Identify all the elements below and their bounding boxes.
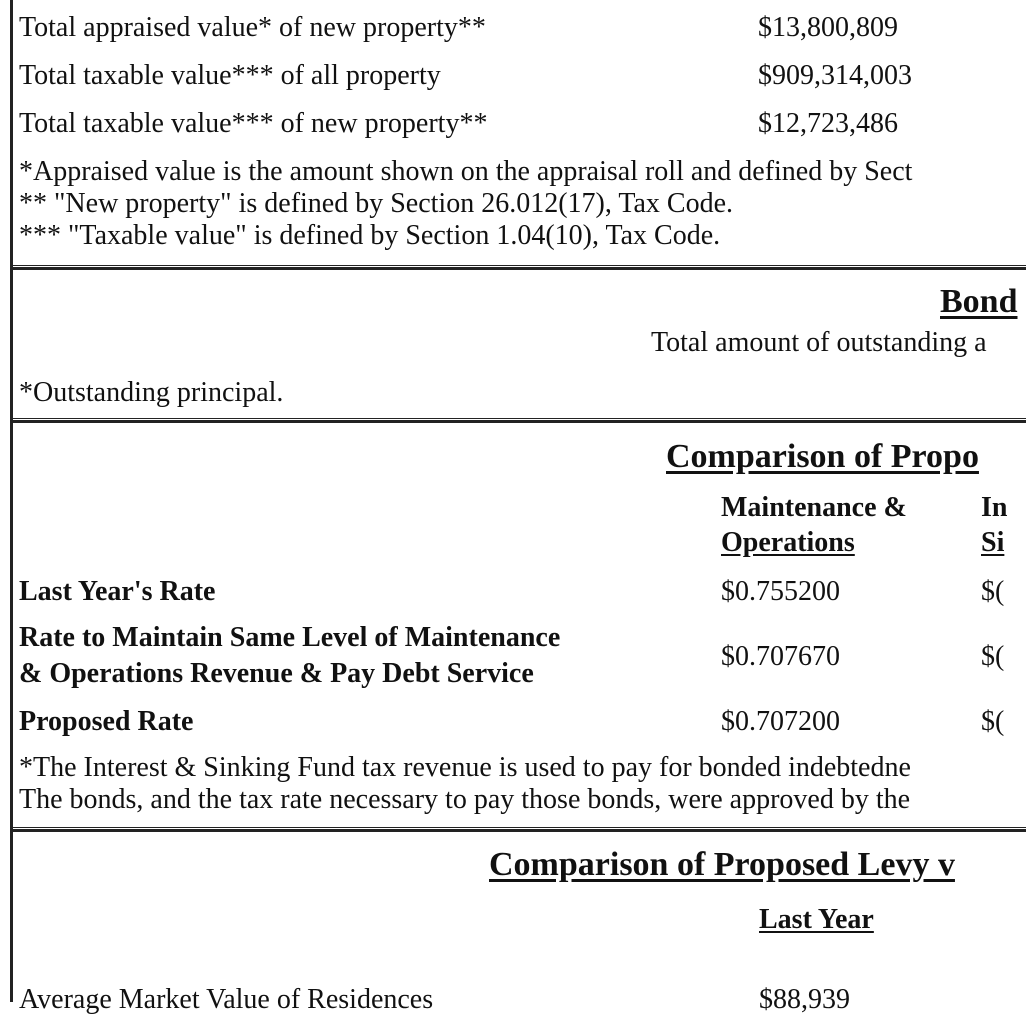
row-label-appraised-new: Total appraised value* of new property** (19, 12, 486, 43)
rate-mo-proposed: $0.707200 (721, 706, 840, 737)
row-label-taxable-all: Total taxable value*** of all property (19, 60, 441, 91)
section-divider (13, 827, 1026, 832)
rate-mo-last-year: $0.755200 (721, 576, 840, 607)
row-value-taxable-new: $12,723,486 (758, 108, 898, 139)
rate-label-maintain-line2: & Operations Revenue & Pay Debt Service (19, 658, 534, 689)
rate-is-maintain: $( (981, 641, 1005, 672)
rate-is-proposed: $( (981, 706, 1005, 737)
rate-is-last-year: $( (981, 576, 1005, 607)
rate-mo-maintain: $0.707670 (721, 641, 840, 672)
col-header-mo-line1: Maintenance & (721, 492, 907, 523)
bonded-total-text: Total amount of outstanding a (651, 327, 987, 358)
col-header-mo-line2: Operations (721, 527, 855, 558)
section-divider (13, 265, 1026, 270)
document-page (10, 0, 1026, 1015)
row-value-appraised-new: $13,800,809 (758, 12, 898, 43)
levy-row-label-market-value: Average Market Value of Residences (19, 984, 434, 1015)
row-label-taxable-new: Total taxable value*** of new property** (19, 108, 488, 139)
col-header-is-line1: In (981, 492, 1008, 523)
row-value-taxable-all: $909,314,003 (758, 60, 912, 91)
section-divider (13, 418, 1026, 423)
bonded-footnote: *Outstanding principal. (19, 377, 284, 408)
col-header-last-year: Last Year (759, 904, 874, 935)
rate-label-proposed: Proposed Rate (19, 706, 194, 737)
section-heading-levy: Comparison of Proposed Levy v (489, 846, 955, 883)
footnote-appraised: *Appraised value is the amount shown on the appraisal roll and defined by Sect (19, 156, 913, 187)
levy-row-value-market-value: $88,939 (759, 984, 850, 1015)
rates-footnote-line2: The bonds, and the tax rate necessary to pay those bonds, were approved by the (19, 784, 911, 815)
rate-label-last-year: Last Year's Rate (19, 576, 216, 607)
footnote-taxable-value: *** "Taxable value" is defined by Section 1.04(10), Tax Code. (19, 220, 721, 251)
rates-footnote-line1: *The Interest & Sinking Fund tax revenue is used to pay for bonded indebtedne (19, 752, 911, 783)
col-header-is-line2: Si (981, 527, 1005, 558)
section-heading-bonded: Bond (940, 283, 1018, 320)
section-heading-rates: Comparison of Propo (666, 438, 979, 475)
rate-label-maintain-line1: Rate to Maintain Same Level of Maintenance (19, 622, 561, 653)
footnote-new-property: ** "New property" is defined by Section 26.012(17), Tax Code. (19, 188, 734, 219)
